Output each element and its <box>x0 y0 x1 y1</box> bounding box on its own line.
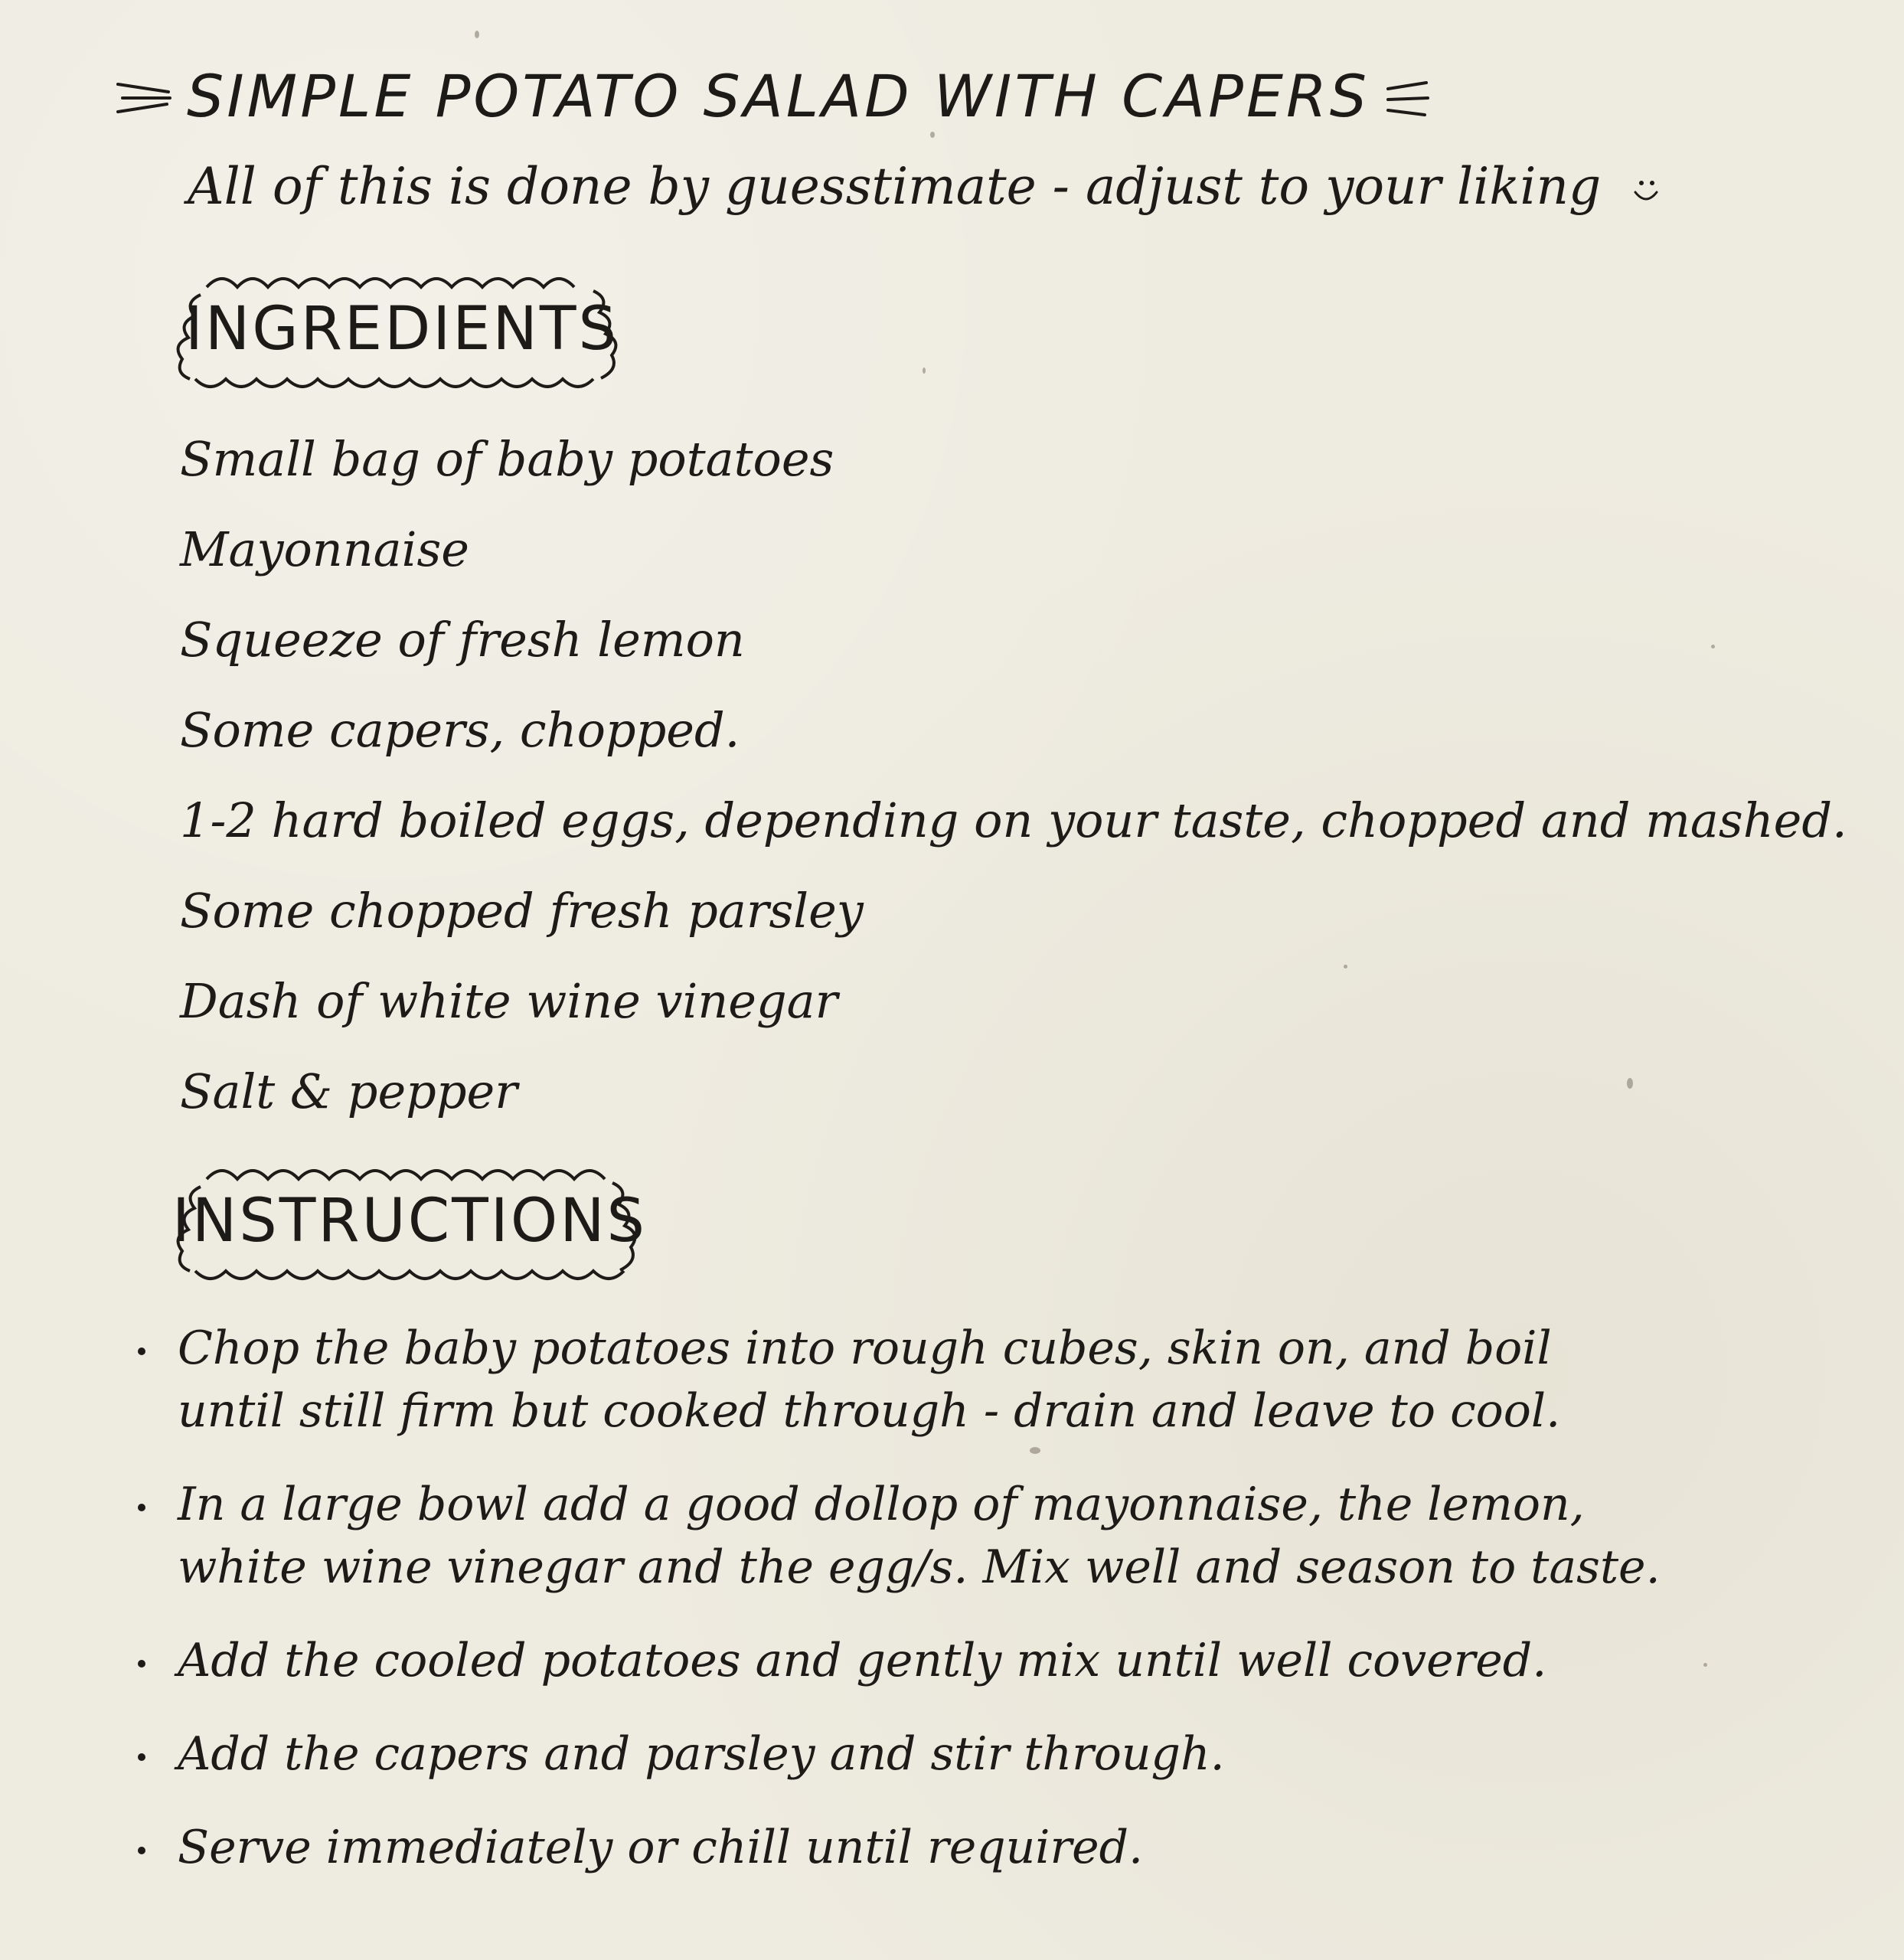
recipe-title: SIMPLE POTATO SALAD WITH CAPERS <box>187 61 1370 130</box>
bullet-icon <box>138 1753 145 1761</box>
ingredient-item: Some chopped fresh parsley <box>180 883 864 939</box>
instruction-step <box>138 1473 1669 1599</box>
bullet-icon <box>138 1660 145 1668</box>
recipe-subtitle: All of this is done by guesstimate - adjust to your liking <box>188 157 1602 216</box>
ingredient-item: Salt & pepper <box>180 1063 518 1119</box>
bullet-icon <box>138 1847 145 1854</box>
ingredient-item: Some capers, chopped. <box>180 702 740 758</box>
instructions-list <box>138 1317 1669 1909</box>
paper-speck <box>923 368 926 374</box>
instruction-step <box>138 1723 1669 1785</box>
bullet-icon <box>138 1504 145 1511</box>
bullet-icon <box>138 1348 145 1355</box>
paper-speck <box>1703 1663 1707 1667</box>
instruction-text: Add the capers and parsley and stir through. <box>178 1727 1225 1781</box>
ingredient-item: Squeeze of fresh lemon <box>180 612 745 668</box>
recipe-subtitle-row <box>188 157 1661 216</box>
instruction-step <box>138 1816 1669 1879</box>
smiley-icon <box>1631 174 1661 207</box>
ingredient-item: 1-2 hard boiled eggs, depending on your taste, chopped and mashed. <box>180 792 1847 848</box>
ingredient-item: Dash of white wine vinegar <box>180 973 838 1029</box>
dash-lines-icon <box>115 69 176 122</box>
instruction-text: Serve immediately or chill until required. <box>178 1821 1144 1874</box>
ingredients-heading-cloud <box>153 253 651 406</box>
ingredients-heading: INGREDIENTS <box>185 295 619 364</box>
instructions-heading: INSTRUCTIONS <box>171 1187 648 1256</box>
instruction-step <box>138 1317 1669 1442</box>
ingredient-item: Mayonnaise <box>180 521 469 577</box>
instruction-text: In a large bowl add a good dollop of mayonnaise, the lemon, white wine vinegar and the egg/s. Mix well and season to taste. <box>178 1478 1661 1594</box>
instruction-text: Chop the baby potatoes into rough cubes, skin on, and boil until still firm but cooked through - drain and leave to cool. <box>178 1321 1561 1438</box>
instructions-heading-cloud <box>153 1145 666 1298</box>
paper-speck <box>475 31 479 38</box>
instruction-text: Add the cooled potatoes and gently mix until well covered. <box>178 1634 1547 1687</box>
ingredients-list <box>180 425 1847 1148</box>
ingredient-item: Small bag of baby potatoes <box>180 431 834 487</box>
dash-lines-icon <box>1380 69 1442 122</box>
instruction-step <box>138 1629 1669 1692</box>
recipe-title-row <box>115 46 1442 145</box>
